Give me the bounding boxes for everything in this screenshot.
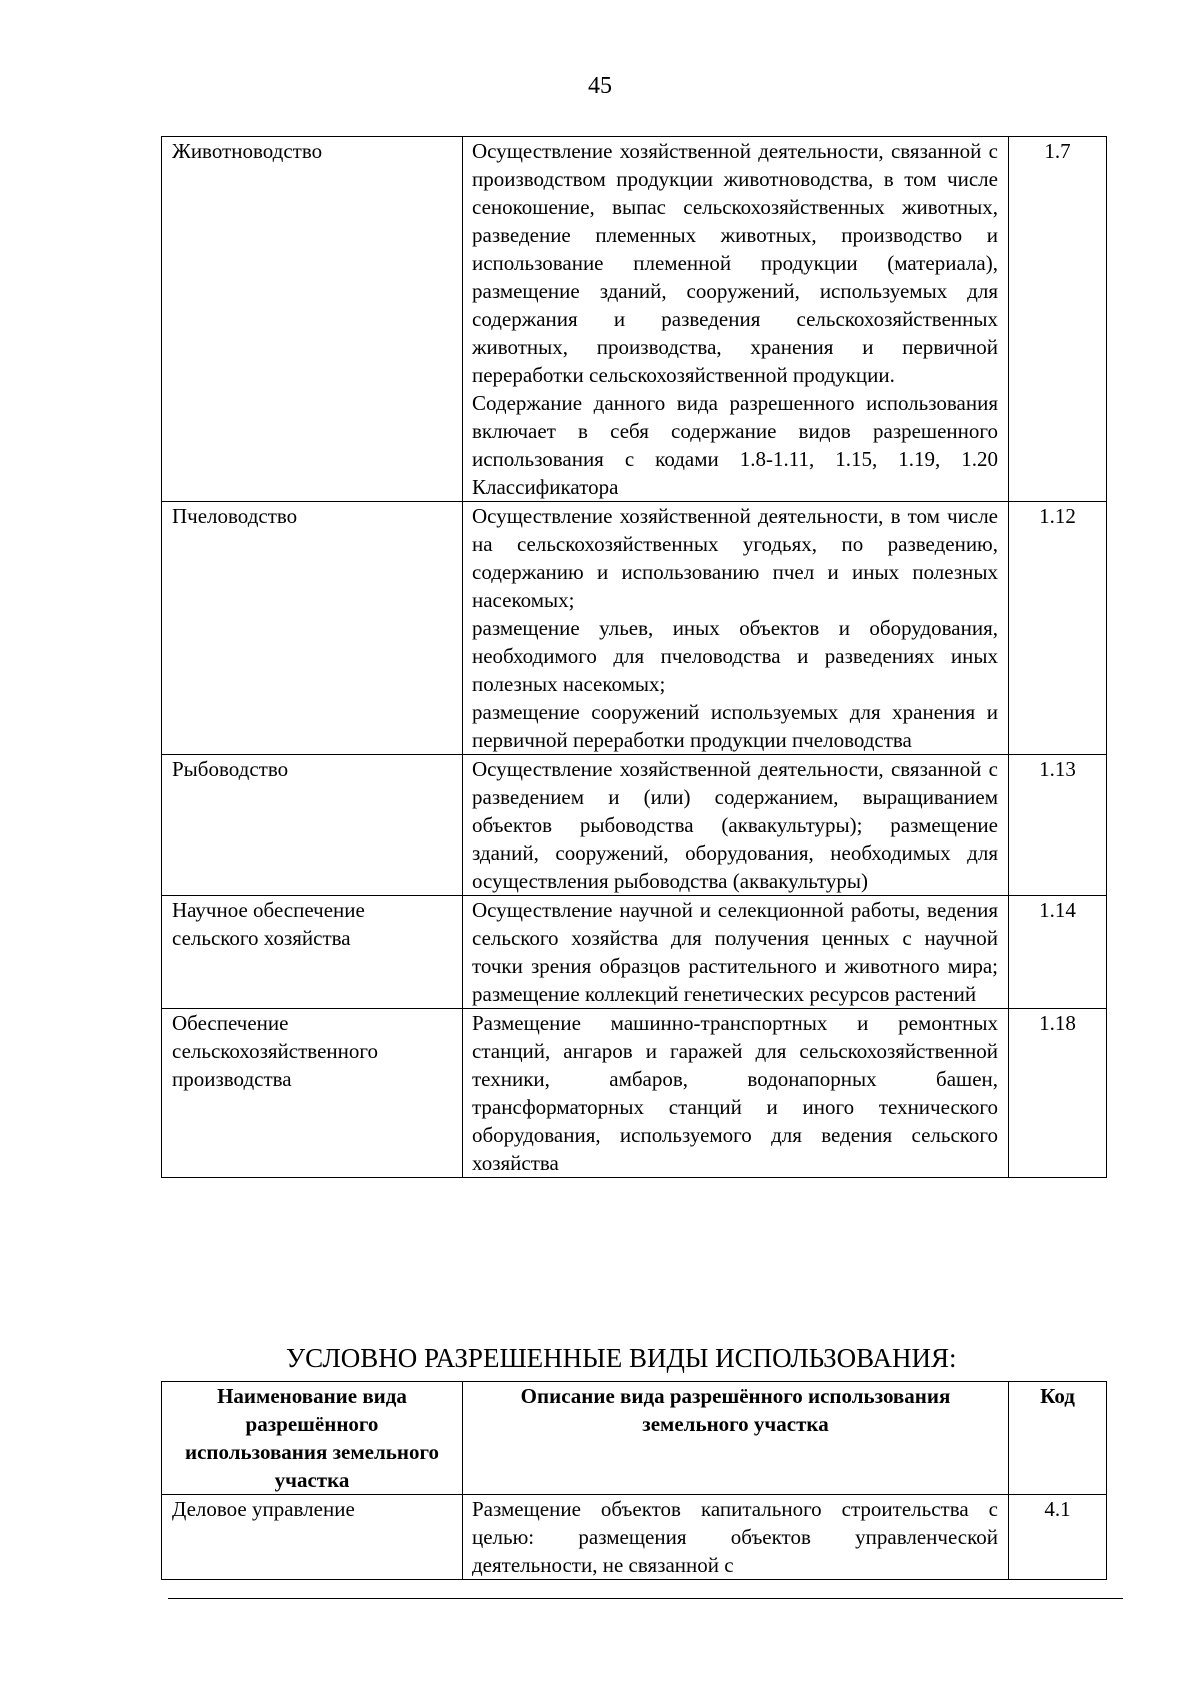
use-name: Рыбоводство — [162, 755, 463, 896]
description-paragraph: Осуществление хозяйственной деятельности, в том числе на сельскохозяйственных угодьях, по разведению, содержанию и использованию пчел и иных полезных насекомых; — [472, 504, 998, 612]
table-row — [162, 896, 1107, 1009]
use-code: 1.18 — [1009, 1009, 1107, 1178]
column-header-description: Описание вида разрешённого использования земельного участка — [463, 1382, 1009, 1495]
use-code: 1.12 — [1009, 502, 1107, 755]
use-code: 1.7 — [1009, 137, 1107, 502]
use-name: Пчеловодство — [162, 502, 463, 755]
use-code: 4.1 — [1009, 1495, 1107, 1580]
use-description — [463, 755, 1009, 896]
use-code: 1.14 — [1009, 896, 1107, 1009]
description-paragraph: Содержание данного вида разрешенного использования включает в себя содержание видов разрешенного использования с кодами 1.8-1.11, 1.15, 1.19, 1.20 Классификатора — [472, 391, 998, 499]
description-paragraph: Размещение объектов капитального строительства с целью: размещения объектов управленческой деятельности, не связанной с — [472, 1497, 998, 1577]
use-description — [463, 1009, 1009, 1178]
table-row — [162, 1495, 1107, 1580]
description-paragraph: размещение сооружений используемых для хранения и первичной переработки продукции пчеловодства — [472, 700, 998, 752]
use-description — [463, 502, 1009, 755]
column-header-name: Наименование вида разрешённого использования земельного участка — [162, 1382, 463, 1495]
page-bottom-rule — [168, 1598, 1123, 1599]
table-row — [162, 1009, 1107, 1178]
use-description — [463, 1495, 1009, 1580]
use-name: Научное обеспечение сельского хозяйства — [162, 896, 463, 1009]
description-paragraph: размещение ульев, иных объектов и оборудования, необходимого для пчеловодства и разведениях иных полезных насекомых; — [472, 616, 998, 696]
page-number: 45 — [588, 73, 612, 99]
use-description — [463, 137, 1009, 502]
permitted-uses-table — [161, 136, 1107, 1178]
description-paragraph: Осуществление научной и селекционной работы, ведения сельского хозяйства для получения ценных с научной точки зрения образцов растительного и животного мира; размещение коллекций генетических ресурсов растений — [472, 898, 998, 1006]
use-description — [463, 896, 1009, 1009]
table-header-row — [162, 1382, 1107, 1495]
conditional-uses-table — [161, 1381, 1107, 1580]
description-paragraph: Размещение машинно-транспортных и ремонтных станций, ангаров и гаражей для сельскохозяйственной техники, амбаров, водонапорных башен, трансформаторных станций и иного технического оборудования, используемого для ведения сельского хозяйства — [472, 1011, 998, 1175]
use-code: 1.13 — [1009, 755, 1107, 896]
table-row — [162, 502, 1107, 755]
table-row — [162, 137, 1107, 502]
description-paragraph: Осуществление хозяйственной деятельности, связанной с разведением и (или) содержанием, выращиванием объектов рыбоводства (аквакультуры); размещение зданий, сооружений, оборудования, необходимых для осуществления рыбоводства (аквакультуры) — [472, 757, 998, 893]
description-paragraph: Осуществление хозяйственной деятельности, связанной с производством продукции животноводства, в том числе сенокошение, выпас сельскохозяйственных животных, разведение племенных животных, производство и использование племенной продукции (материала), размещение зданий, сооружений, используемых для содержания и разведения сельскохозяйственных животных, производства, хранения и первичной переработки сельскохозяйственной продукции. — [472, 139, 998, 387]
use-name: Обеспечение сельскохозяйственного производства — [162, 1009, 463, 1178]
use-name: Животноводство — [162, 137, 463, 502]
table-row — [162, 755, 1107, 896]
section-title: УСЛОВНО РАЗРЕШЕННЫЕ ВИДЫ ИСПОЛЬЗОВАНИЯ: — [286, 1343, 957, 1373]
use-name: Деловое управление — [162, 1495, 463, 1580]
column-header-code: Код — [1009, 1382, 1107, 1495]
